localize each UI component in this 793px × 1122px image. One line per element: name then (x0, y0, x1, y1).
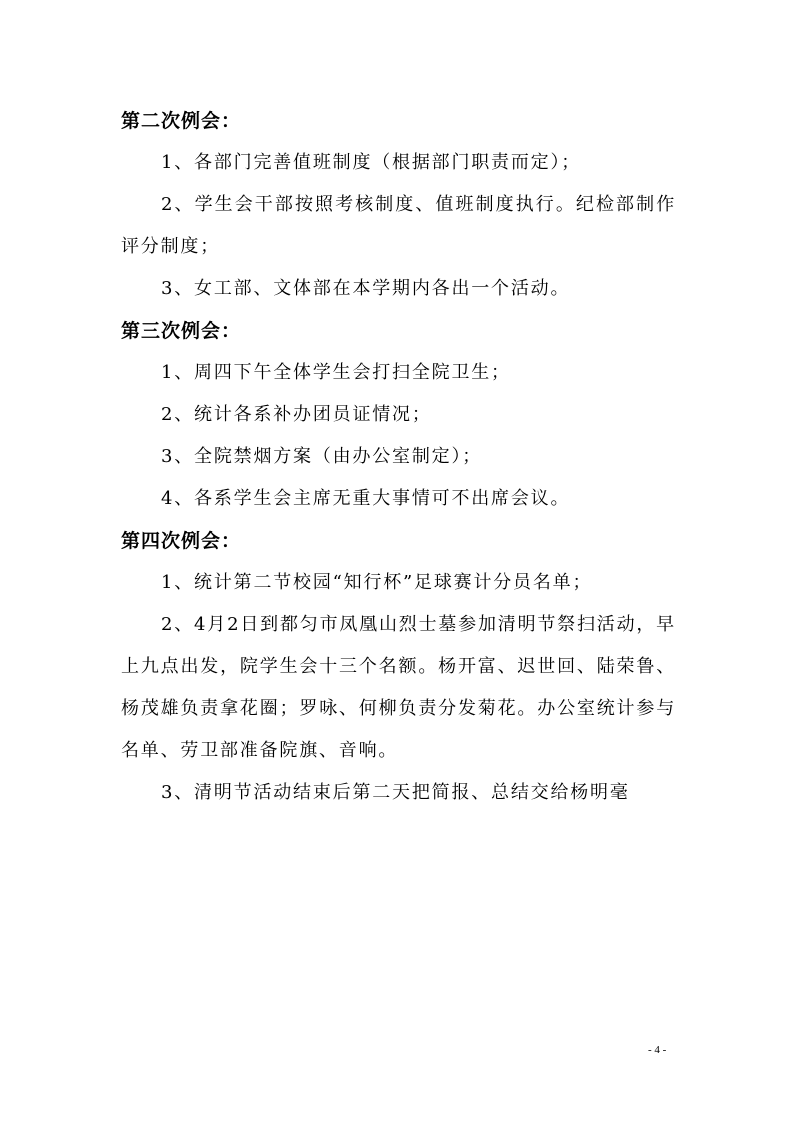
list-item: 1、统计第二节校园“知行杯”足球赛计分员名单； (161, 572, 593, 593)
document-body (121, 100, 676, 814)
section-heading-meeting-2: 第二次例会： (121, 110, 242, 132)
list-item: 2、4月2日到都匀市凤凰山烈士墓参加清明节祭扫活动，早上九点出发，院学生会十三个名额。杨开富、迟世回、陆荣鲁、杨茂雄负责拿花圈；罗咏、何柳负责分发菊花。办公室统计参与名单、劳卫部准备院旗、音响。 (121, 614, 676, 761)
list-item: 4、各系学生会主席无重大事情可不出席会议。 (161, 488, 571, 509)
section-heading-meeting-3: 第三次例会： (121, 320, 242, 342)
list-item: 1、周四下午全体学生会打扫全院卫生； (161, 362, 511, 383)
list-item: 2、统计各系补办团员证情况； (161, 404, 432, 425)
list-item: 3、清明节活动结束后第二天把简报、总结交给杨明毫 (161, 782, 630, 803)
list-item: 3、全院禁烟方案（由办公室制定）； (161, 446, 483, 467)
list-item: 3、女工部、文体部在本学期内各出一个活动。 (161, 278, 571, 299)
page-number: - 4 - (648, 1044, 667, 1056)
list-item: 1、各部门完善值班制度（根据部门职责而定）； (161, 152, 582, 173)
section-heading-meeting-4: 第四次例会： (121, 530, 242, 552)
list-item: 2、学生会干部按照考核制度、值班制度执行。纪检部制作评分制度； (121, 194, 676, 257)
